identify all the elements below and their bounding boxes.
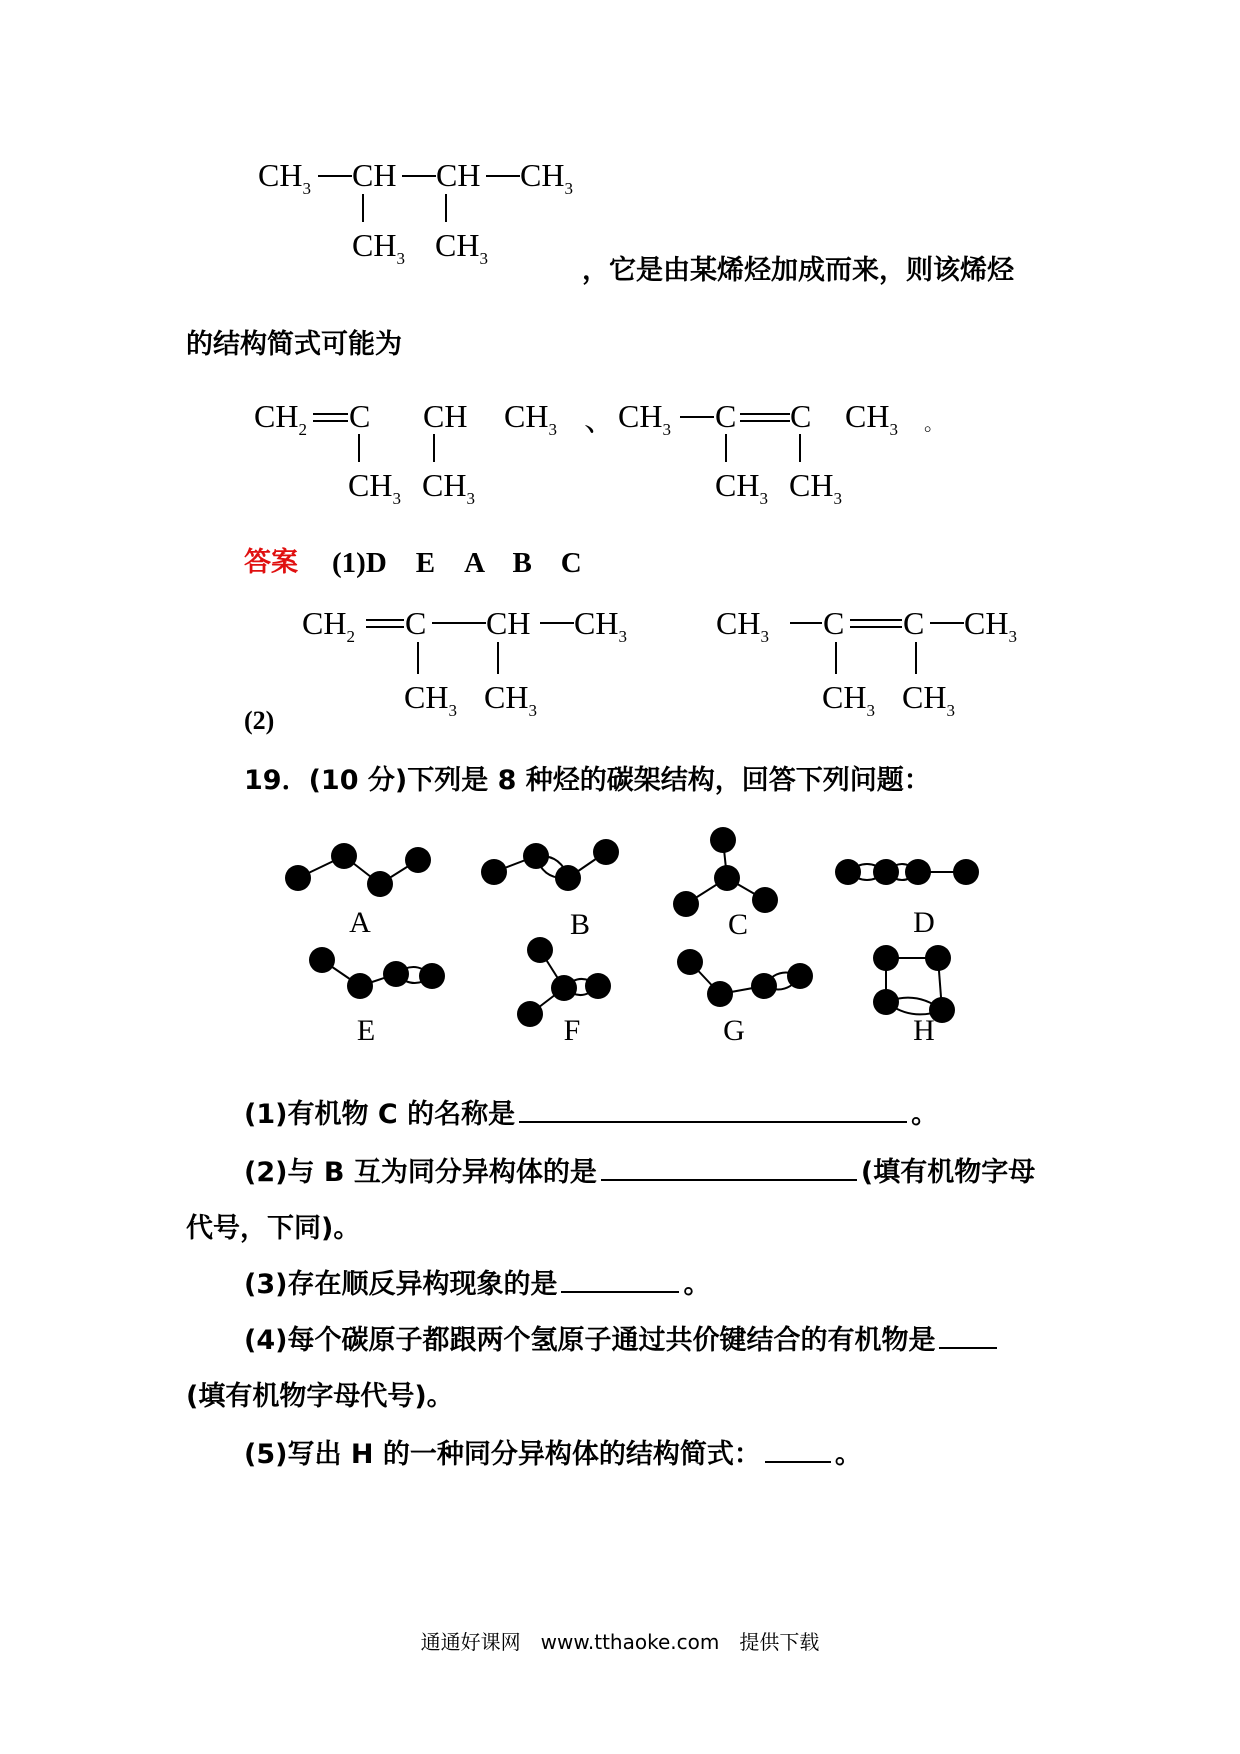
question-4-continued: (填有机物字母代号)。 — [186, 1381, 454, 1412]
formula-group: CH — [964, 605, 1009, 641]
carbon-atom — [551, 975, 577, 1001]
figure-label: E — [356, 1014, 376, 1047]
question-5: (5)写出 H 的一种同分异构体的结构简式： 。 — [244, 1432, 862, 1471]
question-1: (1)有机物 C 的名称是 。 — [244, 1092, 938, 1131]
carbon-atom — [787, 963, 813, 989]
carbon-atom — [285, 865, 311, 891]
formula-group: CH — [422, 467, 467, 503]
carbon-atom — [517, 1001, 543, 1027]
figure-label: G — [723, 1014, 745, 1047]
carbon-atom — [309, 947, 335, 973]
carbon-atom — [481, 859, 507, 885]
formula-group: CH — [435, 227, 480, 263]
formula-group: C — [405, 605, 427, 641]
formula-group: CH — [423, 398, 468, 434]
carbon-atom — [710, 827, 736, 853]
question-4-text: (4)每个碳原子都跟两个氢原子通过共价键结合的有机物是 — [244, 1325, 936, 1356]
formula-group: CH — [520, 157, 565, 193]
svg-text:CH3: $CH_3$ — [484, 679, 537, 720]
carbon-atom — [905, 859, 931, 885]
formula-group: CH — [484, 679, 529, 715]
answer-label: 答案 — [244, 547, 298, 578]
formula-group: CH — [822, 679, 867, 715]
formula-group: C — [823, 605, 845, 641]
svg-text:CH3: $CH_3$ — [789, 467, 842, 508]
answer-blank-3[interactable] — [561, 1265, 679, 1293]
svg-text:CH3: $CH_3$ — [422, 467, 475, 508]
intro-line-1: ，它是由某烯烃加成而来，则该烯烃 — [582, 255, 1014, 286]
formula-group: CH — [716, 605, 761, 641]
carbon-atom — [835, 859, 861, 885]
svg-text:CH3: $CH_3$ — [618, 398, 671, 439]
svg-text:CH3: $CH_3$ — [822, 679, 875, 720]
answer-blank-1[interactable] — [519, 1095, 907, 1123]
carbon-atom — [593, 839, 619, 865]
carbon-atom — [527, 937, 553, 963]
carbon-atom — [873, 859, 899, 885]
carbon-atom — [347, 973, 373, 999]
formula-group: CH — [348, 467, 393, 503]
carbon-atom — [331, 843, 357, 869]
figure-label: C — [727, 908, 749, 941]
carbon-atom — [751, 973, 777, 999]
answer-part-2: (2) — [244, 706, 275, 735]
svg-text:CH3: $CH_3$ — [715, 467, 768, 508]
formula-group: CH — [352, 227, 397, 263]
svg-text:CH3: $CH_3$ — [258, 157, 311, 198]
formula-group: CH — [845, 398, 890, 434]
formula-group: CH — [352, 157, 397, 193]
period-mark: 。 — [924, 413, 944, 435]
carbon-atom — [707, 981, 733, 1007]
carbon-atom — [555, 865, 581, 891]
question-3-text: (3)存在顺反异构现象的是 — [244, 1269, 558, 1300]
figure-label: D — [913, 906, 935, 939]
carbon-atom — [585, 973, 611, 999]
figure-label: A — [349, 906, 371, 939]
formula-group: CH — [486, 605, 531, 641]
formula-group: CH — [404, 679, 449, 715]
formula-group: C — [349, 398, 371, 434]
question-4 — [244, 1318, 1001, 1357]
formula-group: CH — [258, 157, 303, 193]
formula-group: CH — [902, 679, 947, 715]
intro-line-2: 的结构简式可能为 — [186, 329, 402, 360]
answer-blank-2[interactable] — [601, 1153, 857, 1181]
carbon-atom — [419, 963, 445, 989]
svg-text:CH2: $CH_2$ — [302, 605, 355, 646]
formula-group: C — [903, 605, 925, 641]
formula-group: CH — [436, 157, 481, 193]
svg-text:CH3: $CH_3$ — [902, 679, 955, 720]
carbon-atom — [873, 989, 899, 1015]
svg-text:CH3: $CH_3$ — [520, 157, 573, 198]
carbon-atom — [367, 871, 393, 897]
figure-label: F — [563, 1014, 581, 1047]
svg-text:CH3: $CH_3$ — [716, 605, 769, 646]
formula-group: CH — [618, 398, 663, 434]
answer-blank-4[interactable] — [939, 1321, 997, 1349]
formula-group: CH — [254, 398, 299, 434]
svg-text:CH3: $CH_3$ — [574, 605, 627, 646]
question-2-text: (2)与 B 互为同分异构体的是 — [244, 1157, 597, 1188]
formula-group: C — [715, 398, 737, 434]
answer-blank-5[interactable] — [765, 1435, 831, 1463]
carbon-atom — [714, 865, 740, 891]
formula-group: CH — [715, 467, 760, 503]
question-19-title: 19．(10 分)下列是 8 种烃的碳架结构，回答下列问题： — [244, 765, 931, 796]
formula-group: C — [790, 398, 812, 434]
carbon-atom — [752, 887, 778, 913]
question-2: (2)与 B 互为同分异构体的是 (填有机物字母 — [244, 1150, 1035, 1189]
formula-group: CH — [789, 467, 834, 503]
footer-source: 通通好课网 www.tthaoke.com 提供下载 — [420, 1630, 820, 1654]
carbon-atom — [383, 961, 409, 987]
question-3: (3)存在顺反异构现象的是 。 — [244, 1262, 710, 1301]
carbon-atom — [677, 949, 703, 975]
svg-text:CH3: $CH_3$ — [435, 227, 488, 268]
svg-text:CH3: $CH_3$ — [352, 227, 405, 268]
formula-group: CH — [574, 605, 619, 641]
formula-group: CH — [302, 605, 347, 641]
svg-text:CH3: $CH_3$ — [845, 398, 898, 439]
formula-group: CH — [504, 398, 549, 434]
question-5-text: (5)写出 H 的一种同分异构体的结构简式： — [244, 1439, 761, 1470]
svg-text:CH3: $CH_3$ — [404, 679, 457, 720]
carbon-atom — [673, 891, 699, 917]
carbon-atom — [925, 945, 951, 971]
carbon-atom — [523, 843, 549, 869]
svg-text:CH3: $CH_3$ — [348, 467, 401, 508]
question-2-continued: 代号，下同)。 — [186, 1213, 361, 1244]
svg-text:CH2: $CH_2$ — [254, 398, 307, 439]
answer-part-1: (1)D E A B C — [332, 547, 582, 579]
question-1-text: (1)有机物 C 的名称是 — [244, 1099, 516, 1130]
figure-label: H — [913, 1014, 935, 1047]
svg-text:CH3: $CH_3$ — [504, 398, 557, 439]
carbon-atom — [953, 859, 979, 885]
figure-label: B — [569, 908, 591, 941]
svg-text:CH3: $CH_3$ — [964, 605, 1017, 646]
enumeration-mark: 、 — [584, 401, 617, 437]
carbon-atom — [873, 945, 899, 971]
carbon-atom — [405, 847, 431, 873]
